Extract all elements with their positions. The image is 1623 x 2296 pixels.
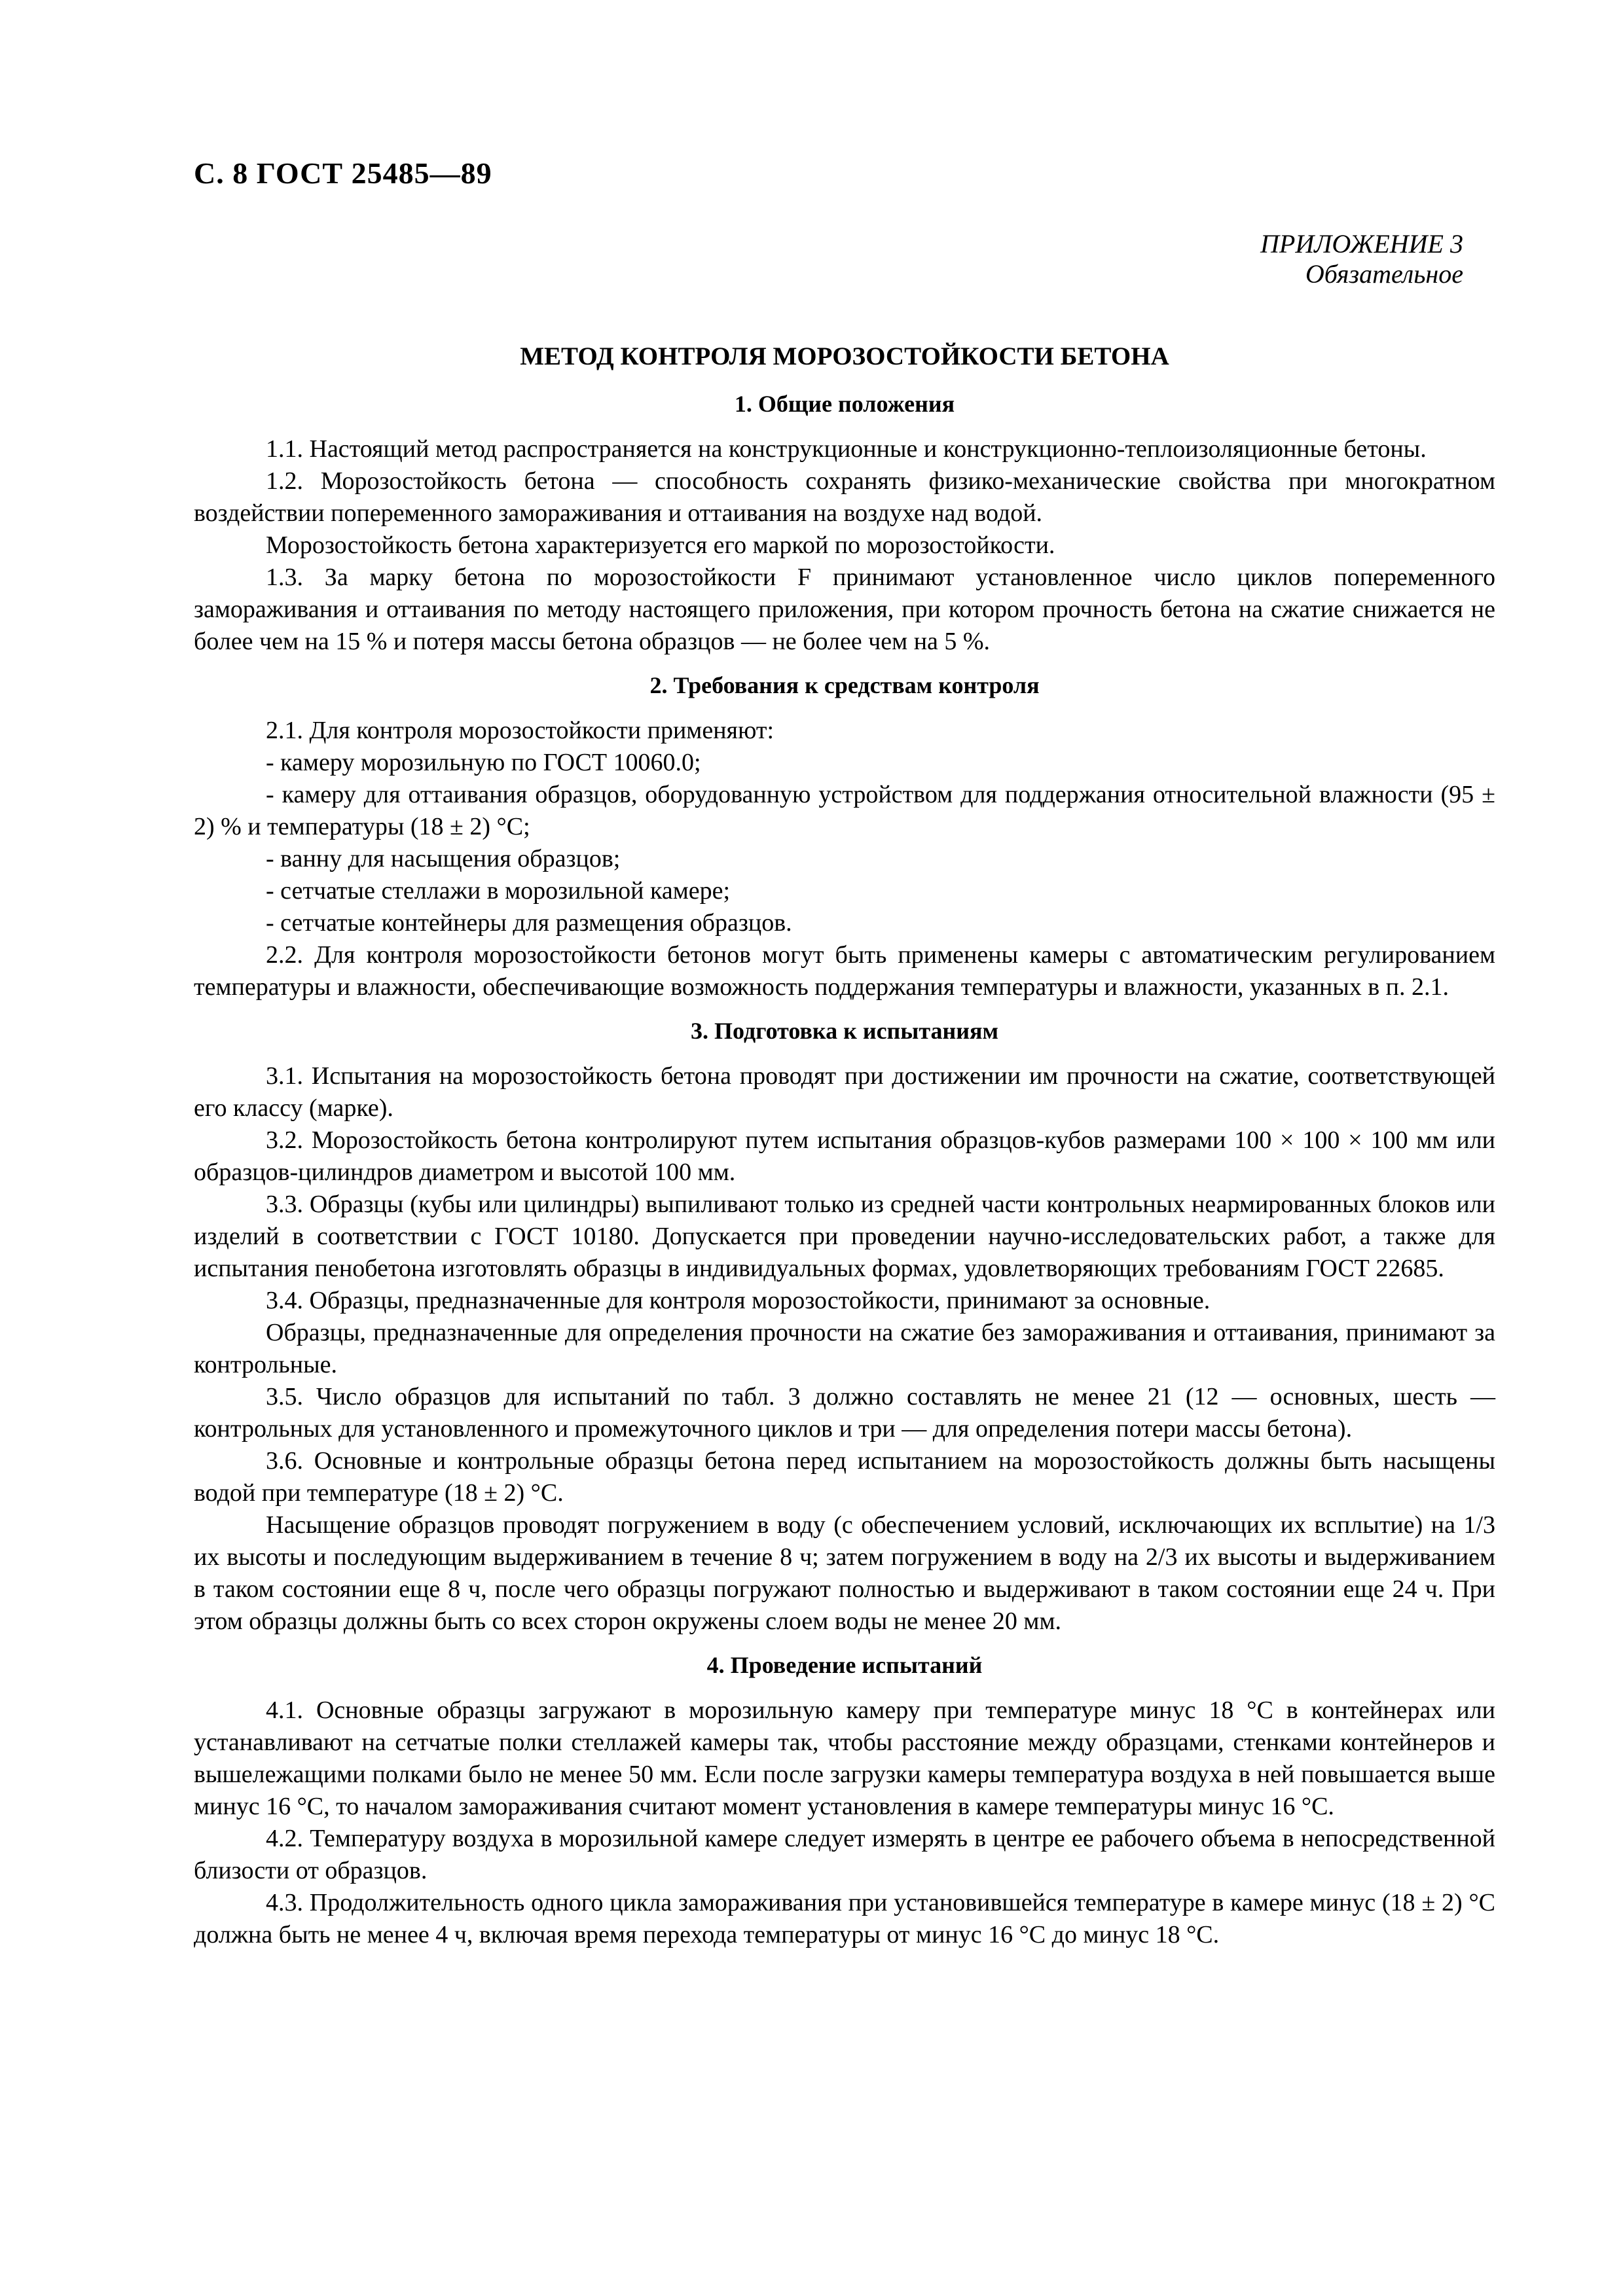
paragraph: 4.1. Основные образцы загружают в морозильную камеру при температуре минус 18 °С в контейнерах или устанавливают на сетчатые полки стеллажей камеры так, чтобы расстояние между образцами, стенками контейнеров и вышележащими полками было не менее 50 мм. Если после загрузки камеры температура воздуха в ней повышается выше минус 16 °С, то началом замораживания считают момент установления в камере температуры минус 16 °С. xyxy=(194,1696,1495,1820)
document-title: МЕТОД КОНТРОЛЯ МОРОЗОСТОЙКОСТИ БЕТОНА xyxy=(520,342,1169,370)
paragraph: 3.3. Образцы (кубы или цилиндры) выпиливают только из средней части контрольных неармированных блоков или изделий в соответствии с ГОСТ 10180. Допускается при проведении научно-исследовательских работ, а также для испытания пенобетона изготовлять образцы в индивидуальных формах, удовлетворяющих требованиям ГОСТ 22685. xyxy=(194,1191,1495,1282)
paragraph: 3.4. Образцы, предназначенные для контроля морозостойкости, принимают за основные. xyxy=(266,1287,1211,1314)
paragraph: 3.2. Морозостойкость бетона контролируют путем испытания образцов-кубов размерами 100 × 100 × 100 мм или образцов-цилиндров диаметром и высотой 100 мм. xyxy=(194,1126,1495,1186)
paragraph: 1.1. Настоящий метод распространяется на конструкционные и конструкционно-теплоизоляционные бетоны. xyxy=(266,435,1427,463)
paragraph: 2.2. Для контроля морозостойкости бетонов могут быть применены камеры с автоматическим регулированием температуры и влажности, обеспечивающие возможность поддержания температуры и влажности, указанных в п. 2.1. xyxy=(194,941,1495,1001)
appendix-title: ПРИЛОЖЕНИЕ 3 xyxy=(1260,229,1463,259)
paragraph: 3.5. Число образцов для испытаний по табл. 3 должно составлять не менее 21 (12 — основных, шесть — контрольных для установленного и промежуточного циклов и три — для определения потери массы бетона). xyxy=(194,1383,1495,1443)
paragraph: 4.2. Температуру воздуха в морозильной камере следует измерять в центре ее рабочего объема в непосредственной близости от образцов. xyxy=(194,1825,1495,1884)
document-body xyxy=(194,340,1495,1951)
paragraph: 3.1. Испытания на морозостойкость бетона проводят при достижении им прочности на сжатие, соответствующей его классу (марке). xyxy=(194,1062,1495,1122)
section-title: 1. Общие положения xyxy=(734,391,955,417)
paragraph: Насыщение образцов проводят погружением в воду (с обеспечением условий, исключающих их всплытие) на 1/3 их высоты и последующим выдерживанием в течение 8 ч; затем погружением в воду на 2/3 их высоты и выдерживанием в таком состоянии еще 8 ч, после чего образцы погружают полностью и выдерживают в таком состоянии еще 24 ч. При этом образцы должны быть со всех сторон окружены слоем воды не менее 20 мм. xyxy=(194,1511,1495,1635)
section-title: 3. Подготовка к испытаниям xyxy=(690,1018,999,1044)
section-title: 4. Проведение испытаний xyxy=(706,1652,983,1678)
section-title: 2. Требования к средствам контроля xyxy=(649,672,1040,698)
appendix-status: Обязательное xyxy=(1305,259,1463,289)
paragraph: 1.3. За марку бетона по морозостойкости F принимают установленное число циклов попеременного замораживания и оттаивания по методу настоящего приложения, при котором прочность бетона на сжатие снижается не более чем на 15 % и потеря массы бетона образцов — не более чем на 5 %. xyxy=(194,564,1495,655)
list-item: - камеру для оттаивания образцов, оборудованную устройством для поддержания относительной влажности (95 ± 2) % и температуры (18 ± 2) °С; xyxy=(194,781,1495,840)
page-header: С. 8 ГОСТ 25485—89 xyxy=(194,156,492,190)
paragraph: 1.2. Морозостойкость бетона — способность сохранять физико-механические свойства при многократном воздействии попеременного замораживания и оттаивания на воздухе над водой. xyxy=(194,467,1495,527)
paragraph: Морозостойкость бетона характеризуется его маркой по морозостойкости. xyxy=(266,531,1055,559)
list-item: - камеру морозильную по ГОСТ 10060.0; xyxy=(266,749,701,776)
appendix-label xyxy=(1260,229,1463,289)
list-item: - сетчатые контейнеры для размещения образцов. xyxy=(266,909,792,937)
paragraph: 3.6. Основные и контрольные образцы бетона перед испытанием на морозостойкость должны быть насыщены водой при температуре (18 ± 2) °С. xyxy=(194,1447,1495,1507)
list-item: - ванну для насыщения образцов; xyxy=(266,845,621,872)
paragraph: 2.1. Для контроля морозостойкости применяют: xyxy=(266,717,775,744)
paragraph: 4.3. Продолжительность одного цикла замораживания при установившейся температуре в камере минус (18 ± 2) °С должна быть не менее 4 ч, включая время перехода температуры от минус 16 °С до минус 18 °С. xyxy=(194,1889,1495,1948)
paragraph: Образцы, предназначенные для определения прочности на сжатие без замораживания и оттаивания, принимают за контрольные. xyxy=(194,1319,1495,1378)
list-item: - сетчатые стеллажи в морозильной камере; xyxy=(266,877,731,905)
